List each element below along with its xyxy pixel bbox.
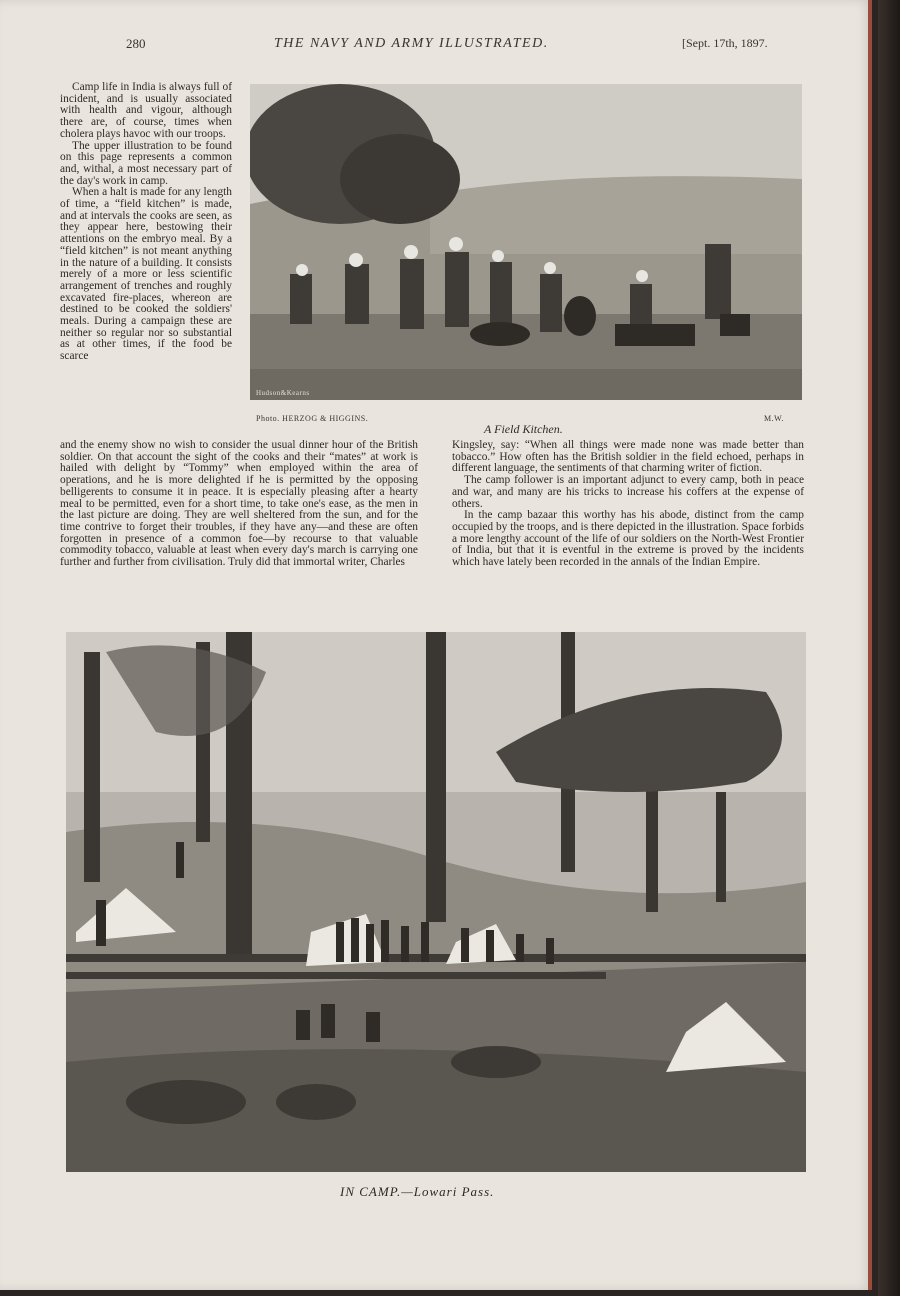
field-kitchen-illustration xyxy=(250,84,802,400)
lowari-pass-illustration xyxy=(66,632,806,1172)
paragraph: and the enemy show no wish to consider the usual dinner hour of the British soldier. On that account the sight of the cooks and their “mates” at work is hailed with delight by “Tommy” when employed within the area of operations, and he is more delighted if he is permitted by the opposing belligerents to consume it in peace. It is especially pleasing after a hearty meal to be permitted, even for a short time, to take one's ease, as the men in the last picture are doing. They are well sheltered from the sun, and for the time contrive to forget their troubles, if they have any—and these are often forgotten in presence of a common foe—by recourse to that valuable commodity tobacco, valuable at least when every day's march is carrying one further and further from civilisation. Truly did that immortal writer, Charles xyxy=(60,439,418,569)
book-binding xyxy=(878,0,900,1296)
magazine-title: THE NAVY AND ARMY ILLUSTRATED. xyxy=(274,36,549,51)
page-edge xyxy=(868,0,872,1290)
photo-credit: Photo. HERZOG & HIGGINS. xyxy=(256,414,369,423)
middle-left-text xyxy=(60,440,418,569)
paragraph: Kingsley, say: “When all things were made none was made better than tobacco.” How often has the British soldier in the field echoed, perhaps in different language, the sentiments of that charming writer of fiction. xyxy=(452,439,804,475)
paragraph: The camp follower is an important adjunct to every camp, both in peace and war, and many are his tricks to increase his coffers at the expense of others. xyxy=(452,474,804,510)
field-kitchen-caption: A Field Kitchen. xyxy=(484,422,563,436)
field-kitchen-photo xyxy=(250,84,802,400)
page-number: 280 xyxy=(126,36,146,51)
paragraph: In the camp bazaar this worthy has his abode, distinct from the camp occupied by the troops, and is there depicted in the illustration. Space forbids a more lengthy account of the life of our soldiers on the North-West Frontier of India, but that it is eventful in the extreme is proved by the incidents which have lately been recorded in the annals of the Indian Empire. xyxy=(452,509,804,569)
lowari-pass-caption: IN CAMP.—Lowari Pass. xyxy=(340,1184,495,1199)
issue-date: [Sept. 17th, 1897. xyxy=(682,36,768,50)
paragraph: When a halt is made for any length of time, a “field kitchen” is made, and at intervals the cooks are seen, as they appear here, bestowing their attentions on the embryo meal. By a “field kitchen” is not meant anything in the nature of a building. It consists merely of a more or less scientific arrangement of trenches and roughly excavated fire-places, whereon are destined to be cooked the soldiers' meals. During a campaign these are neither so regular nor so substantial as at other times, if the food be scarce xyxy=(60,186,232,363)
photo-signature: M.W. xyxy=(764,414,784,423)
paragraph: Camp life in India is always full of incident, and is usually associated with health and vigour, although there are, of course, times when cholera plays havoc with our troops. xyxy=(60,81,232,140)
lowari-pass-photo xyxy=(66,632,806,1172)
paragraph: The upper illustration to be found on this page represents a common and, withal, a most necessary part of the day's work in camp. xyxy=(60,139,232,187)
middle-right-text xyxy=(452,440,804,569)
photo-engraver-mark: Hudson&Kearns xyxy=(256,389,310,397)
left-column-text xyxy=(60,82,232,363)
